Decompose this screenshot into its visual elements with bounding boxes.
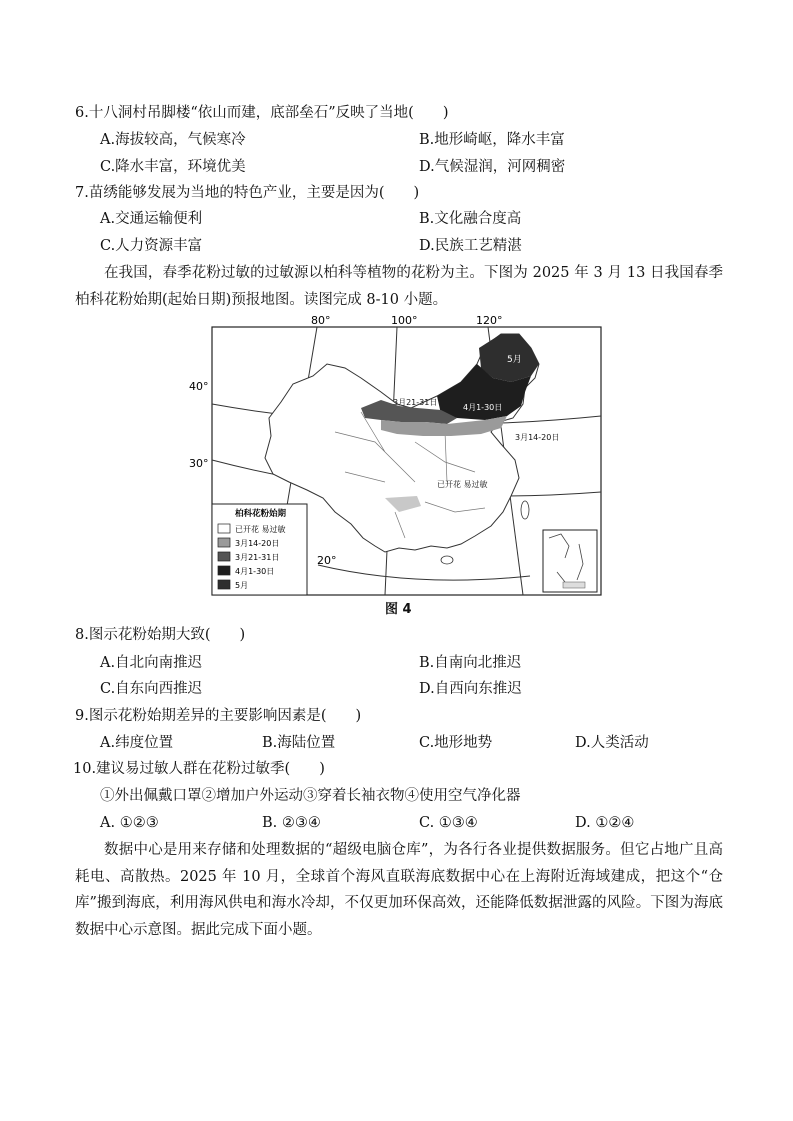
taiwan-island — [521, 501, 529, 519]
q10-option-b[interactable]: B. ②③④ — [262, 815, 321, 831]
lat-label-40: 40° — [189, 380, 209, 393]
q10-option-d[interactable]: D. ①②④ — [575, 815, 635, 831]
q6-option-c[interactable]: C.降水丰富，环境优美 — [100, 159, 246, 175]
legend-swatch — [218, 566, 230, 575]
question-10-stem: 10.建议易过敏人群在花粉过敏季( ) — [73, 761, 325, 777]
hainan-island — [441, 556, 453, 564]
lon-label-120: 120° — [476, 314, 503, 327]
datacenter-intro-text: 数据中心是用来存储和处理数据的“超级电脑仓库”，为各行各业提供数据服务。但它占地广且高耗电、高散热。2025 年 10 月，全球首个海风直联海底数据中心在上海附近海域建成，把这个“仓库”搬到海底，利用海风供电和海水冷却，不仅更加环保高效，还能降低数据泄露的风险。下图为海底数据中心示意图。据此完成下面小题。 — [75, 842, 723, 938]
q8-option-b[interactable]: B.自南向北推迟 — [419, 655, 522, 671]
lon-label-100: 100° — [391, 314, 418, 327]
q8-option-d[interactable]: D.自西向东推迟 — [419, 681, 522, 697]
legend-title: 柏科花粉始期 — [235, 509, 287, 519]
label-mar21-31: 3月21-31日 — [393, 398, 438, 407]
legend-label: 5月 — [235, 581, 249, 590]
label-apr: 4月1-30日 — [463, 403, 503, 412]
q9-option-d[interactable]: D.人类活动 — [575, 735, 649, 751]
inset-scale — [563, 582, 585, 588]
legend-label: 3月14-20日 — [235, 539, 280, 548]
lat-label-20: 20° — [317, 554, 337, 567]
pollen-intro-text: 在我国，春季花粉过敏的过敏源以柏科等植物的花粉为主。下图为 2025 年 3 月 13 日我国春季柏科花粉始期(起始日期)预报地图。读图完成 8-10 小题。 — [75, 265, 723, 308]
q7-option-a[interactable]: A.交通运输便利 — [100, 211, 203, 227]
legend-swatch — [218, 524, 230, 533]
question-8-stem: 8.图示花粉始期大致( ) — [75, 627, 246, 643]
question-9-stem: 9.图示花粉始期差异的主要影响因素是( ) — [75, 708, 362, 724]
legend-swatch — [218, 552, 230, 561]
q9-option-c[interactable]: C.地形地势 — [419, 735, 493, 751]
legend-swatch — [218, 538, 230, 547]
legend-label: 已开花 易过敏 — [235, 525, 286, 534]
q10-option-c[interactable]: C. ①③④ — [419, 815, 478, 831]
legend-label: 4月1-30日 — [235, 567, 275, 576]
question-7-stem: 7.苗绣能够发展为当地的特色产业，主要是因为( ) — [75, 185, 420, 201]
q7-option-d[interactable]: D.民族工艺精湛 — [419, 238, 522, 254]
legend-swatch — [218, 580, 230, 589]
q8-option-a[interactable]: A.自北向南推迟 — [100, 655, 203, 671]
q10-option-a[interactable]: A. ①②③ — [100, 815, 159, 831]
q6-option-b[interactable]: B.地形崎岖，降水丰富 — [419, 132, 565, 148]
q7-option-b[interactable]: B.文化融合度高 — [419, 211, 522, 227]
lat-label-30: 30° — [189, 457, 209, 470]
legend-label: 3月21-31日 — [235, 553, 280, 562]
q7-option-c[interactable]: C.人力资源丰富 — [100, 238, 203, 254]
label-mar14-20: 3月14-20日 — [515, 433, 560, 442]
q9-option-b[interactable]: B.海陆位置 — [262, 735, 336, 751]
datacenter-intro-paragraph — [75, 837, 723, 943]
map-svg — [185, 312, 603, 602]
q10-statements: ①外出佩戴口罩②增加户外运动③穿着长袖衣物④使用空气净化器 — [100, 788, 521, 804]
pollen-intro-paragraph — [75, 260, 723, 313]
figure-caption: 图 4 — [385, 602, 412, 617]
q9-option-a[interactable]: A.纬度位置 — [100, 735, 174, 751]
pollen-onset-map — [185, 312, 603, 612]
lon-label-80: 80° — [311, 314, 331, 327]
q6-option-d[interactable]: D.气候湿润，河网稠密 — [419, 159, 566, 175]
label-already-bloom: 已开花 易过敏 — [437, 480, 488, 489]
question-6-stem: 6.十八洞村吊脚楼“依山而建，底部垒石”反映了当地( ) — [75, 105, 449, 121]
label-may: 5月 — [507, 355, 522, 365]
q8-option-c[interactable]: C.自东向西推迟 — [100, 681, 203, 697]
q6-option-a[interactable]: A.海拔较高，气候寒冷 — [100, 132, 246, 148]
